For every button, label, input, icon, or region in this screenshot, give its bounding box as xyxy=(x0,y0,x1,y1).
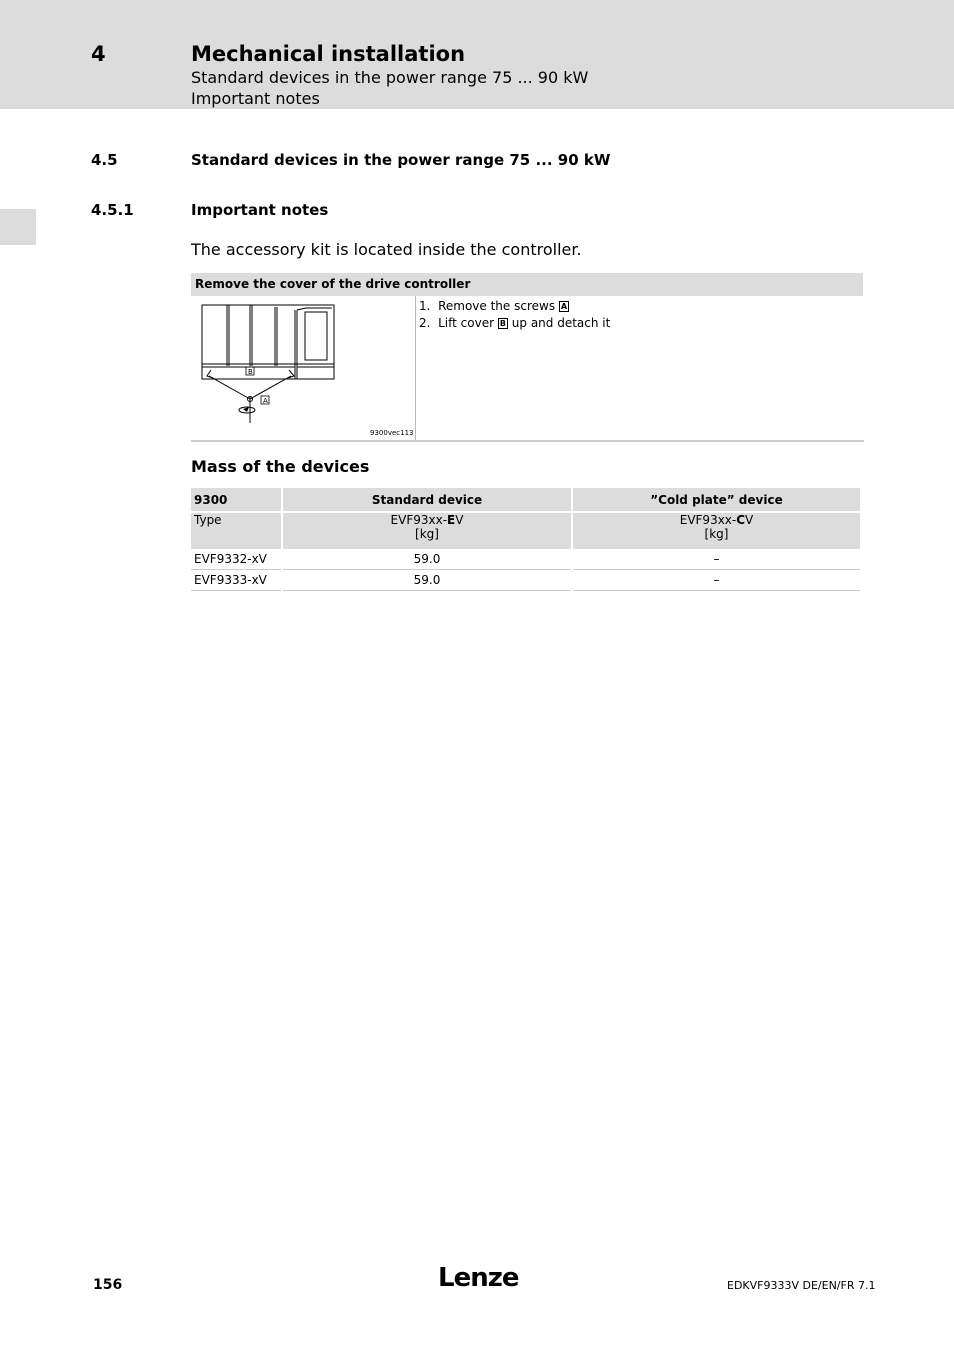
mass-section-title: Mass of the devices xyxy=(191,457,370,476)
mass-table xyxy=(189,488,862,591)
type-suffix: V xyxy=(745,513,754,527)
header-subtitle-2: Important notes xyxy=(191,89,320,108)
document-id: EDKVF9333V DE/EN/FR 7.1 xyxy=(727,1279,876,1292)
table-header: 9300 xyxy=(191,488,281,511)
step-text: Remove the screws xyxy=(438,299,556,313)
table-row xyxy=(191,549,860,570)
section-title: Standard devices in the power range 75 ... 90 kW xyxy=(191,151,611,169)
page-number: 156 xyxy=(93,1277,123,1293)
instruction-steps xyxy=(419,298,610,332)
type-label: Type xyxy=(191,513,281,549)
subsection-number: 4.5.1 xyxy=(91,201,134,219)
callout-a xyxy=(261,396,269,405)
section-number: 4.5 xyxy=(91,151,118,169)
table-header: ”Cold plate” device xyxy=(573,488,860,511)
subsection-title: Important notes xyxy=(191,201,329,219)
chapter-number: 4 xyxy=(91,42,106,66)
step-callout: A xyxy=(560,302,568,311)
step-callout: B xyxy=(499,319,506,328)
callout-b-label: B xyxy=(248,368,253,376)
step-1 xyxy=(419,298,610,315)
chapter-title: Mechanical installation xyxy=(191,42,466,66)
type-bold: C xyxy=(736,513,746,527)
step-number: 1. xyxy=(419,299,431,313)
table-header: Standard device xyxy=(283,488,571,511)
unit-label: [kg] xyxy=(415,527,439,541)
figure-code: 9300vec113 xyxy=(370,429,414,437)
intro-paragraph: The accessory kit is located inside the controller. xyxy=(191,240,582,259)
cold-plate-mass: – xyxy=(573,570,860,591)
type-prefix: EVF93xx- xyxy=(679,513,737,527)
step-text-continued: up and detach it xyxy=(511,316,611,330)
type-bold: E xyxy=(447,513,456,527)
type-prefix: EVF93xx- xyxy=(390,513,448,527)
standard-type-cell xyxy=(283,513,571,549)
step-text: Lift cover xyxy=(438,316,495,330)
table-header-row xyxy=(191,488,860,511)
drive-controller-drawing xyxy=(191,296,415,440)
figure-divider xyxy=(415,296,416,440)
type-suffix: V xyxy=(455,513,464,527)
cold-plate-type-cell xyxy=(573,513,860,549)
figure-header: Remove the cover of the drive controller xyxy=(191,273,863,296)
table-type-row xyxy=(191,513,860,549)
device-type: EVF9333-xV xyxy=(191,570,281,591)
step-2 xyxy=(419,315,610,332)
header-subtitle-1: Standard devices in the power range 75 ... 90 kW xyxy=(191,68,589,87)
unit-label: [kg] xyxy=(704,527,729,541)
chapter-side-tab xyxy=(0,209,36,245)
figure-drawing-cell xyxy=(191,296,415,440)
figure-bottom-rule xyxy=(191,440,864,442)
lenze-logo: Lenze xyxy=(438,1263,519,1293)
callout-b xyxy=(246,367,254,376)
cold-plate-mass: – xyxy=(573,549,860,570)
step-number: 2. xyxy=(419,316,431,330)
callout-a-label: A xyxy=(263,397,268,405)
standard-mass: 59.0 xyxy=(283,570,571,591)
standard-mass: 59.0 xyxy=(283,549,571,570)
table-row xyxy=(191,570,860,591)
device-type: EVF9332-xV xyxy=(191,549,281,570)
header-band xyxy=(0,0,954,109)
